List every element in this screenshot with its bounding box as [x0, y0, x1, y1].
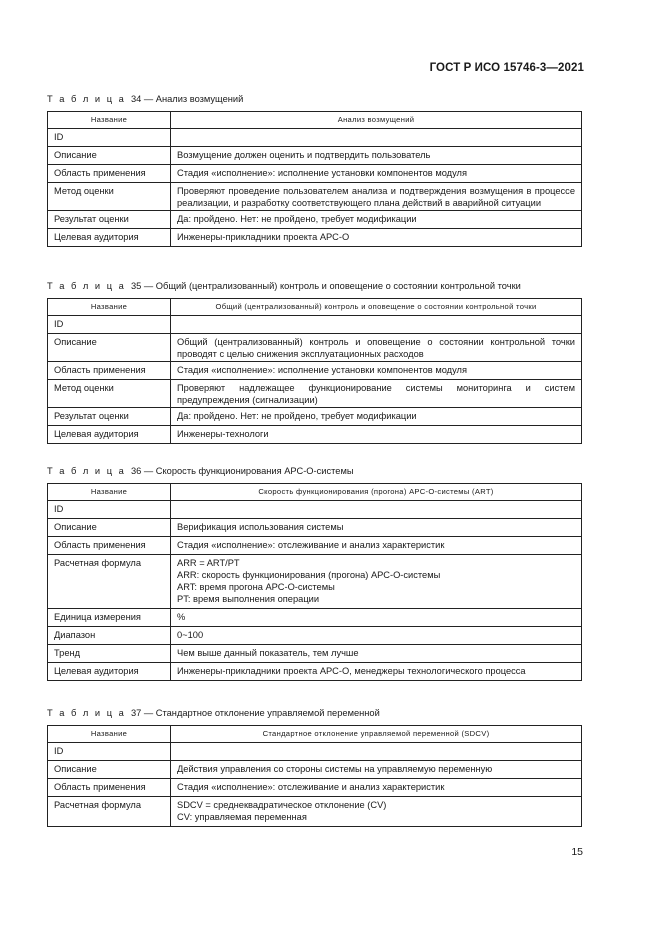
row-label: Описание: [48, 761, 171, 779]
table-34-section: [47, 93, 583, 247]
caption-text: 36 — Скорость функционирования АРС-О-системы: [130, 466, 354, 476]
row-label: Диапазон: [48, 627, 171, 645]
row-value: Действия управления со стороны системы на управляемую переменную: [171, 761, 582, 779]
table-row: [48, 183, 582, 211]
table-row: [48, 519, 582, 537]
formula-cell: [171, 797, 582, 827]
table-row: [48, 797, 582, 827]
formula-line: CV: управляемая переменная: [177, 812, 307, 822]
caption-prefix: Т а б л и ц а: [47, 94, 126, 104]
table-row: [48, 609, 582, 627]
row-label: ID: [48, 743, 171, 761]
table-36: [47, 483, 582, 681]
table-row: [48, 779, 582, 797]
row-label: Описание: [48, 147, 171, 165]
caption-prefix: Т а б л и ц а: [47, 466, 126, 476]
row-label: ID: [48, 316, 171, 334]
table-36-section: [47, 465, 583, 681]
column-header-name: Название: [48, 726, 171, 743]
table-caption: [47, 465, 583, 483]
row-label: Описание: [48, 334, 171, 362]
row-label: Область применения: [48, 165, 171, 183]
row-value: [171, 316, 582, 334]
column-header-title: Анализ возмущений: [171, 112, 582, 129]
table-row: [48, 761, 582, 779]
row-label: ID: [48, 501, 171, 519]
table-caption: [47, 707, 583, 725]
row-value: Стадия «исполнение»: исполнение установки компонентов модуля: [171, 165, 582, 183]
table-row: [48, 426, 582, 444]
row-value: Проверяют надлежащее функционирование системы мониторинга и систем предупреждения (сигнализации): [171, 380, 582, 408]
table-caption: [47, 93, 583, 111]
row-value: Инженеры-прикладники проекта АРС-О, менеджеры технологического процесса: [171, 663, 582, 681]
row-label: Область применения: [48, 362, 171, 380]
formula-line: ARR = ART/PT: [177, 558, 240, 568]
formula-line: SDCV = среднеквадратическое отклонение (CV): [177, 800, 387, 810]
table-row: [48, 129, 582, 147]
table-row: [48, 362, 582, 380]
row-label: Метод оценки: [48, 183, 171, 211]
table-row: [48, 334, 582, 362]
column-header-name: Название: [48, 484, 171, 501]
row-label: Целевая аудитория: [48, 663, 171, 681]
table-35-section: [47, 280, 583, 444]
row-label: Область применения: [48, 537, 171, 555]
table-34: [47, 111, 582, 247]
column-header-title: Общий (централизованный) контроль и оповещение о состоянии контрольной точки: [171, 299, 582, 316]
table-row: [48, 555, 582, 609]
table-row: [48, 211, 582, 229]
row-value: Стадия «исполнение»: отслеживание и анализ характеристик: [171, 537, 582, 555]
row-value: Проверяют проведение пользователем анализа и подтверждения возмущения в процессе реализации, и разработку соответствующего плана действий в аварийной ситуации: [171, 183, 582, 211]
table-row: [48, 645, 582, 663]
row-value: Да: пройдено. Нет: не пройдено, требует модификации: [171, 408, 582, 426]
row-value: [171, 129, 582, 147]
table-row: [48, 229, 582, 247]
column-header-title: Стандартное отклонение управляемой переменной (SDCV): [171, 726, 582, 743]
row-value: Верификация использования системы: [171, 519, 582, 537]
row-value: Стадия «исполнение»: отслеживание и анализ характеристик: [171, 779, 582, 797]
row-value: 0~100: [171, 627, 582, 645]
row-value: Чем выше данный показатель, тем лучше: [171, 645, 582, 663]
table-row: [48, 408, 582, 426]
caption-text: 34 — Анализ возмущений: [130, 94, 244, 104]
table-caption: [47, 280, 583, 298]
column-header-title: Скорость функционирования (прогона) АРС-О-системы (ART): [171, 484, 582, 501]
row-value: [171, 743, 582, 761]
row-value: Да: пройдено. Нет: не пройдено, требует модификации: [171, 211, 582, 229]
document-standard-header: ГОСТ Р ИСО 15746-3—2021: [429, 62, 584, 74]
row-label: Результат оценки: [48, 211, 171, 229]
row-value: %: [171, 609, 582, 627]
row-label: ID: [48, 129, 171, 147]
table-row: [48, 165, 582, 183]
column-header-name: Название: [48, 299, 171, 316]
formula-line: PT: время выполнения операции: [177, 594, 320, 604]
table-row: [48, 380, 582, 408]
row-label: Область применения: [48, 779, 171, 797]
formula-line: ARR: скорость функционирования (прогона) АРС-О-системы: [177, 570, 441, 580]
row-label: Результат оценки: [48, 408, 171, 426]
table-35: [47, 298, 582, 444]
row-label: Расчетная формула: [48, 555, 171, 609]
row-label: Единица измерения: [48, 609, 171, 627]
row-label: Целевая аудитория: [48, 229, 171, 247]
page-number: 15: [571, 846, 583, 858]
caption-text: 37 — Стандартное отклонение управляемой переменной: [130, 708, 380, 718]
formula-cell: [171, 555, 582, 609]
row-value: [171, 501, 582, 519]
row-value: Стадия «исполнение»: исполнение установки компонентов модуля: [171, 362, 582, 380]
row-label: Метод оценки: [48, 380, 171, 408]
table-row: [48, 316, 582, 334]
table-row: [48, 663, 582, 681]
row-label: Тренд: [48, 645, 171, 663]
row-value: Возмущение должен оценить и подтвердить пользователь: [171, 147, 582, 165]
row-value: Общий (централизованный) контроль и оповещение о состоянии контрольной точки проводят с целью снижения эксплуатационных расходов: [171, 334, 582, 362]
row-label: Целевая аудитория: [48, 426, 171, 444]
row-value: Инженеры-прикладники проекта АРС-О: [171, 229, 582, 247]
caption-prefix: Т а б л и ц а: [47, 281, 126, 291]
table-row: [48, 743, 582, 761]
caption-prefix: Т а б л и ц а: [47, 708, 126, 718]
table-row: [48, 537, 582, 555]
caption-text: 35 — Общий (централизованный) контроль и оповещение о состоянии контрольной точки: [130, 281, 521, 291]
row-label: Описание: [48, 519, 171, 537]
table-row: [48, 627, 582, 645]
column-header-name: Название: [48, 112, 171, 129]
table-37-section: [47, 707, 583, 827]
row-label: Расчетная формула: [48, 797, 171, 827]
formula-line: ART: время прогона АРС-О-системы: [177, 582, 335, 592]
table-row: [48, 501, 582, 519]
row-value: Инженеры-технологи: [171, 426, 582, 444]
table-37: [47, 725, 582, 827]
table-row: [48, 147, 582, 165]
